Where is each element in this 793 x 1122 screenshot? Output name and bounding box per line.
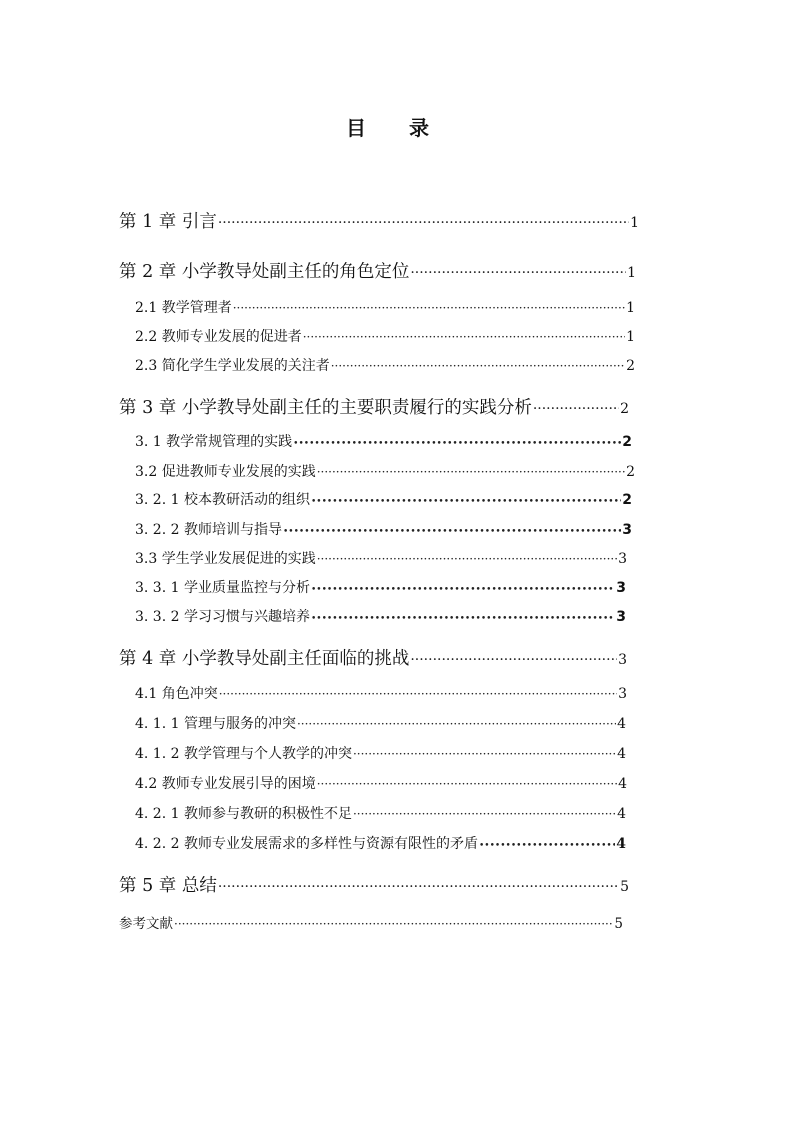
toc-entry-label: 第 1 章 引言: [119, 212, 217, 232]
toc-entry-label: 3. 2. 2 教师培训与指导: [135, 522, 282, 538]
toc-entry-page: 3: [618, 686, 627, 702]
toc-entry-label: 3. 2. 1 校本教研活动的组织: [135, 492, 310, 508]
toc-entry-3-2-2[interactable]: [135, 519, 632, 539]
toc-entry-3-2[interactable]: [135, 461, 635, 481]
toc-entry-4-1[interactable]: [135, 683, 627, 703]
toc-entry-label: 2.2 教师专业发展的促进者: [135, 329, 302, 345]
toc-entry-page: 4: [617, 716, 626, 732]
toc-entry-label: 3. 3. 2 学习习惯与兴趣培养: [135, 609, 310, 625]
dot-leader: [317, 777, 617, 791]
dot-leader: [317, 465, 625, 479]
toc-entry-label: 4. 2. 2 教师专业发展需求的多样性与资源有限性的矛盾: [135, 836, 478, 852]
toc-entry-page: 2: [622, 434, 632, 450]
dot-leader: [353, 807, 616, 821]
toc-title: 目 录: [346, 116, 447, 140]
dot-leader: [331, 359, 625, 373]
toc-entry-label: 3. 3. 1 学业质量监控与分析: [135, 580, 310, 596]
toc-entry-label: 2.1 教学管理者: [135, 300, 232, 316]
toc-entry-page: 2: [622, 492, 632, 508]
toc-entry-page: 3: [622, 522, 632, 538]
toc-entry-page: 1: [626, 300, 635, 316]
toc-entry-label: 4. 1. 1 管理与服务的冲突: [135, 716, 296, 732]
toc-entry-page: 4: [616, 836, 626, 852]
dot-leader: [283, 523, 621, 537]
toc-entry-chapter-3[interactable]: [119, 394, 629, 419]
dot-leader: [533, 401, 619, 417]
toc-entry-4-2-1[interactable]: [135, 803, 626, 823]
toc-entry-3-3-1[interactable]: [135, 577, 626, 597]
dot-leader: [219, 687, 617, 701]
toc-entry-page: 4: [618, 776, 627, 792]
toc-entry-label: 第 3 章 小学教导处副主任的主要职责履行的实践分析: [119, 398, 532, 418]
dot-leader: [218, 879, 619, 895]
dot-leader: [297, 717, 616, 731]
toc-entry-label: 4.1 角色冲突: [135, 686, 218, 702]
dot-leader: [218, 215, 629, 231]
toc-entry-references[interactable]: [119, 912, 623, 932]
toc-entry-page: 3: [616, 609, 626, 625]
toc-entry-page: 3: [618, 652, 627, 668]
toc-entry-label: 第 2 章 小学教导处副主任的角色定位: [119, 262, 410, 282]
toc-entry-chapter-5[interactable]: [119, 872, 629, 897]
dot-leader: [233, 301, 625, 315]
dot-leader: [353, 747, 616, 761]
toc-entry-page: 3: [616, 580, 626, 596]
dot-leader: [311, 493, 621, 507]
toc-entry-4-1-1[interactable]: [135, 713, 626, 733]
dot-leader: [174, 917, 613, 931]
dot-leader: [479, 837, 615, 851]
toc-entry-page: 2: [620, 401, 629, 417]
dot-leader: [303, 330, 625, 344]
toc-entry-page: 2: [626, 464, 635, 480]
toc-entry-page: 4: [617, 806, 626, 822]
toc-entry-3-2-1[interactable]: [135, 489, 632, 509]
toc-entry-label: 4.2 教师专业发展引导的困境: [135, 776, 316, 792]
dot-leader: [317, 552, 617, 566]
toc-entry-2-1[interactable]: [135, 297, 635, 317]
toc-entry-page: 1: [626, 329, 635, 345]
toc-entry-4-2[interactable]: [135, 773, 627, 793]
toc-entry-label: 3.3 学生学业发展促进的实践: [135, 551, 316, 567]
dot-leader: [311, 610, 615, 624]
toc-entry-label: 3.2 促进教师专业发展的实践: [135, 464, 316, 480]
toc-entry-chapter-4[interactable]: [119, 645, 627, 670]
toc-entry-3-3[interactable]: [135, 548, 627, 568]
toc-entry-page: 1: [630, 215, 639, 231]
toc-entry-2-2[interactable]: [135, 326, 635, 346]
toc-entry-page: 2: [626, 358, 635, 374]
toc-entry-label: 2.3 简化学生学业发展的关注者: [135, 358, 330, 374]
toc-entry-page: 3: [618, 551, 627, 567]
dot-leader: [293, 435, 621, 449]
dot-leader: [410, 265, 626, 281]
toc-entry-page: 5: [614, 916, 623, 932]
toc-entry-page: 1: [627, 265, 636, 281]
toc-entry-label: 参考文献: [119, 916, 173, 932]
toc-entry-chapter-2[interactable]: [119, 258, 636, 283]
toc-entry-4-2-2[interactable]: [135, 833, 626, 853]
toc-entry-label: 第 5 章 总结: [119, 876, 217, 896]
toc-entry-chapter-1[interactable]: [119, 208, 639, 233]
toc-entry-4-1-2[interactable]: [135, 743, 626, 763]
toc-entry-page: 4: [617, 746, 626, 762]
toc-entry-label: 4. 1. 2 教学管理与个人教学的冲突: [135, 746, 352, 762]
toc-entry-2-3[interactable]: [135, 355, 635, 375]
toc-entry-3-1[interactable]: [135, 431, 632, 451]
toc-entry-3-3-2[interactable]: [135, 606, 626, 626]
dot-leader: [410, 652, 617, 668]
toc-entry-label: 4. 2. 1 教师参与教研的积极性不足: [135, 806, 352, 822]
toc-entry-label: 3. 1 教学常规管理的实践: [135, 434, 293, 450]
toc-entry-page: 5: [620, 879, 629, 895]
dot-leader: [311, 581, 615, 595]
toc-entry-label: 第 4 章 小学教导处副主任面临的挑战: [119, 649, 410, 669]
